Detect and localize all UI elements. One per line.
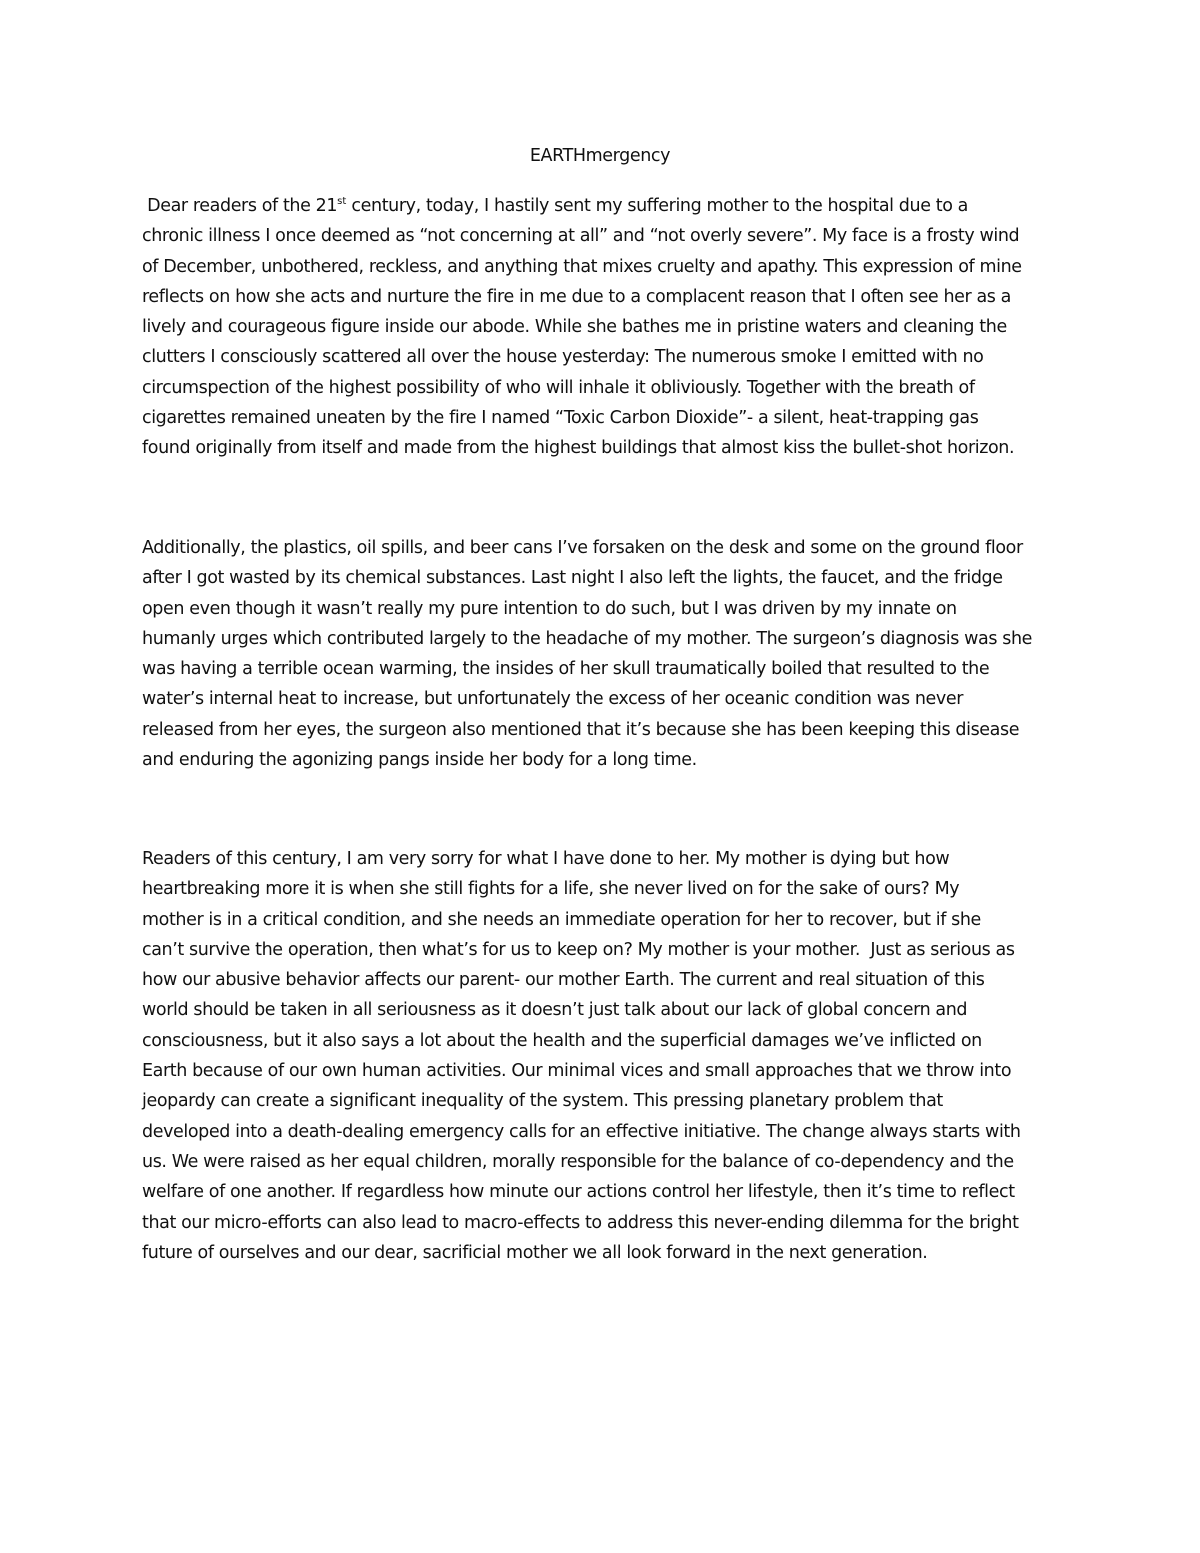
text-line: us. We were raised as her equal children, morally responsible for the balance of co-dependency and the (142, 1151, 1014, 1172)
paragraph-3 (142, 844, 1082, 1268)
text-line: and enduring the agonizing pangs inside her body for a long time. (142, 750, 697, 771)
text-line: how our abusive behavior affects our parent- our mother Earth. The current and real situation of this (142, 970, 985, 991)
superscript-ordinal: st (337, 196, 347, 207)
document-title: EARTHmergency (529, 146, 671, 166)
text-line: circumspection of the highest possibility of who will inhale it obliviously. Together with the breath of (142, 377, 975, 398)
text-line: clutters I consciously scattered all over the house yesterday: The numerous smoke I emitted with no (142, 347, 984, 368)
text-line: of December, unbothered, reckless, and anything that mixes cruelty and apathy. This expression of mine (142, 256, 1022, 277)
text-line: chronic illness I once deemed as “not concerning at all” and “not overly severe”. My face is a frosty wind (142, 226, 1020, 247)
text-line: Earth because of our own human activities. Our minimal vices and small approaches that we throw into (142, 1061, 1012, 1082)
text-line: consciousness, but it also says a lot about the health and the superficial damages we’ve inflicted on (142, 1030, 982, 1051)
text-line: lively and courageous figure inside our abode. While she bathes me in pristine waters and cleaning the (142, 317, 1007, 338)
text-line: cigarettes remained uneaten by the fire I named “Toxic Carbon Dioxide”- a silent, heat-trapping gas (142, 408, 979, 429)
text-line: heartbreaking more it is when she still fights for a life, she never lived on for the sake of ours? My (142, 879, 960, 900)
text-line: Readers of this century, I am very sorry for what I have done to her. My mother is dying but how (142, 849, 950, 869)
text-line: water’s internal heat to increase, but unfortunately the excess of her oceanic condition was never (142, 689, 964, 710)
text-line: world should be taken in all seriousness as it doesn’t just talk about our lack of global concern and (142, 1000, 968, 1021)
text-line: reflects on how she acts and nurture the fire in me due to a complacent reason that I often see her as a (142, 286, 1012, 307)
text-line: jeopardy can create a significant inequality of the system. This pressing planetary problem that (142, 1091, 943, 1112)
text-line: released from her eyes, the surgeon also mentioned that it’s because she has been keeping this disease (142, 719, 1020, 740)
text-line: mother is in a critical condition, and she needs an immediate operation for her to recover, but if she (142, 909, 981, 930)
text-line: was having a terrible ocean warming, the insides of her skull traumatically boiled that resulted to the (142, 659, 990, 680)
text-line: humanly urges which contributed largely to the headache of my mother. The surgeon’s diagnosis was she (142, 628, 1032, 649)
text-line: open even though it wasn’t really my pure intention to do such, but I was driven by my innate on (142, 598, 957, 619)
text-line: that our micro-efforts can also lead to macro-effects to address this never-ending dilemma for the bright (142, 1212, 1019, 1233)
paragraph-2 (142, 533, 1082, 775)
text-line: developed into a death-dealing emergency calls for an effective initiative. The change always starts with (142, 1121, 1021, 1142)
text-line: found originally from itself and made from the highest buildings that almost kiss the bullet-shot horizon. (142, 438, 1015, 459)
text-line: future of ourselves and our dear, sacrificial mother we all look forward in the next generation. (142, 1242, 928, 1263)
text-line: can’t survive the operation, then what’s for us to keep on? My mother is your mother. Just as serious as (142, 939, 1015, 960)
text-line: after I got wasted by its chemical substances. Last night I also left the lights, the faucet, and the fridge (142, 568, 1003, 589)
text-line: Additionally, the plastics, oil spills, and beer cans I’ve forsaken on the desk and some on the ground floor (142, 538, 1023, 558)
paragraph-1 (142, 191, 1082, 464)
text-line: welfare of one another. If regardless how minute our actions control her lifestyle, then it’s time to reflect (142, 1182, 1015, 1203)
text-line: Dear readers of the 21st century, today, I hastily sent my suffering mother to the hospital due to a (142, 196, 968, 216)
